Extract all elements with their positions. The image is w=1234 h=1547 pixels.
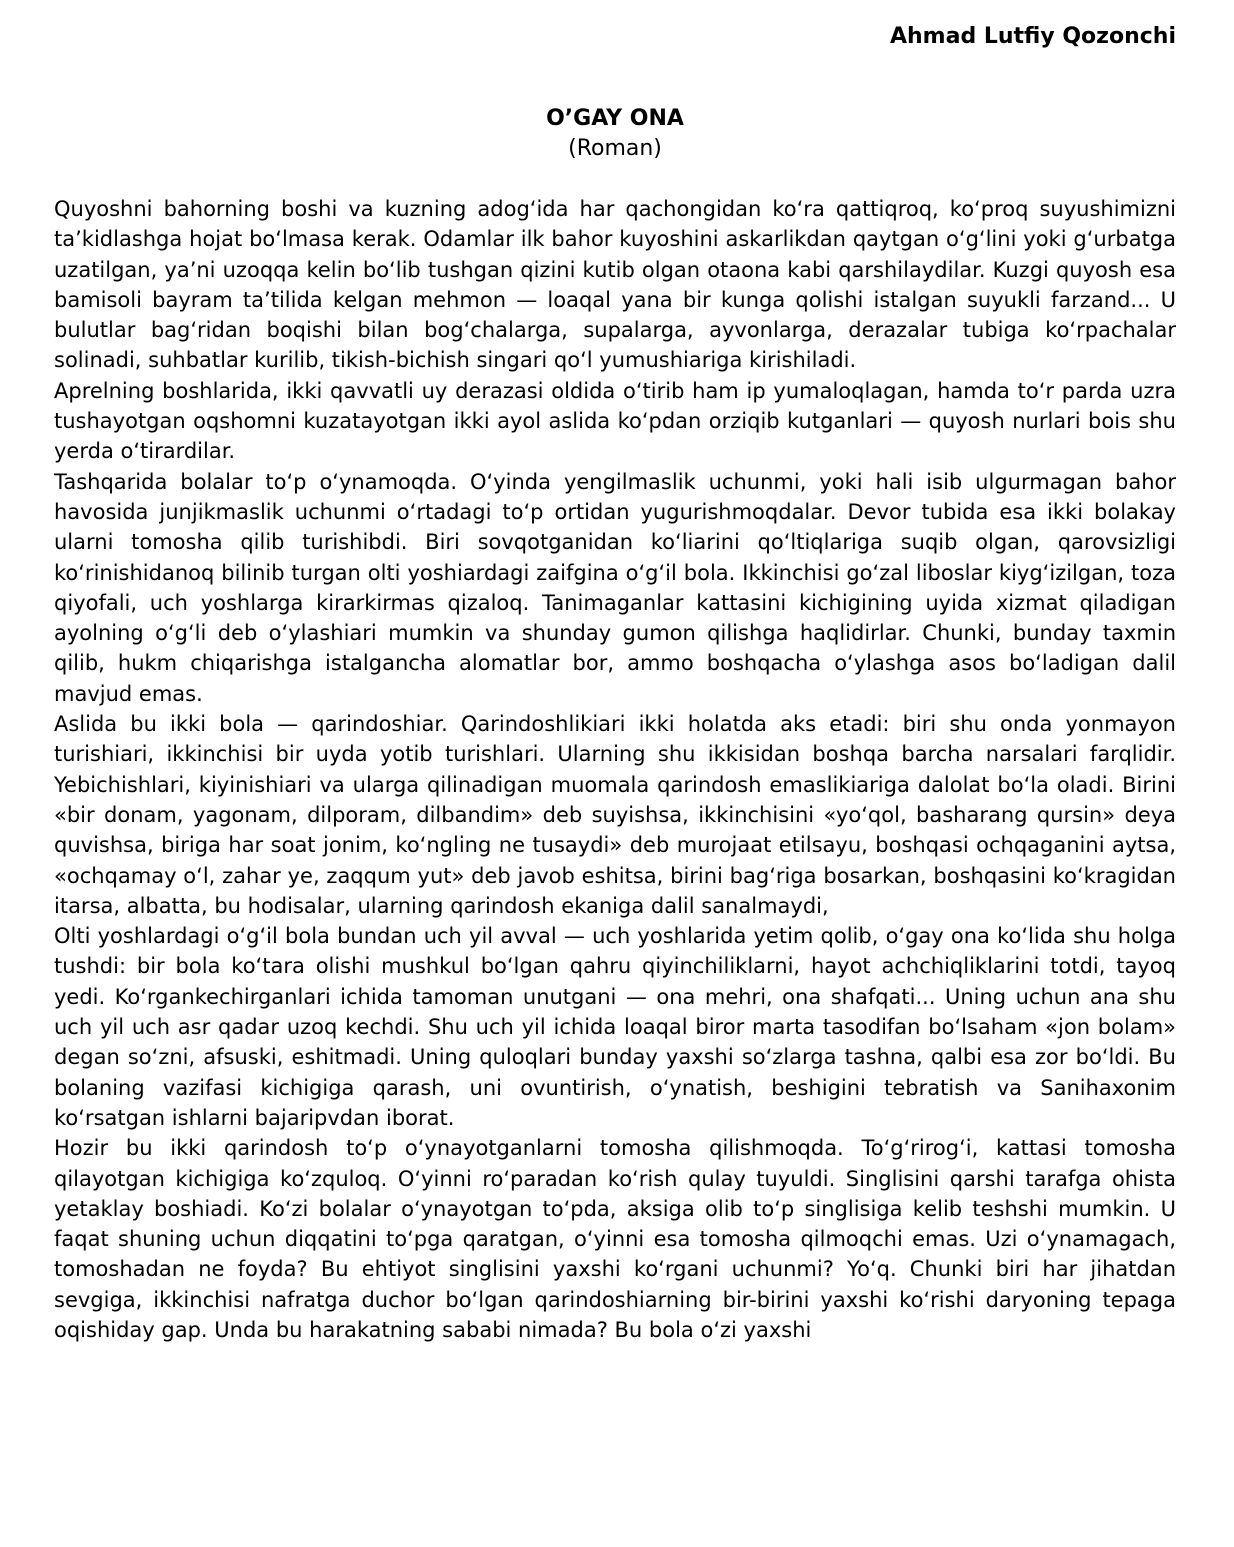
paragraph-5: Olti yoshlardagi o‘g‘il bola bundan uch yil avval — uch yoshlarida yetim qolib, o‘gay ona ko‘lida shu holga tushdi: bir bola ko‘tara olishi mushkul bo‘lgan qahru qiyinchiliklarni, hayot achchiqliklarini totdi, tayoq yedi. Ko‘rgankechirganlari ichida tamoman unutgani — ona mehri, ona shafqati... Uning uchun ana shu uch yil uch asr qadar uzoq kechdi. Shu uch yil ichida loaqal biror marta tasodifan bo‘lsaham «jon bolam» degan so‘zni, afsuski, eshitmadi. Uning quloqlari bunday yaxshi so‘zlarga tashna, qalbi esa zor bo‘ldi. Bu bolaning vazifasi kichigiga qarash, uni ovuntirish, o‘ynatish, beshigini tebratish va Sanihaxonim ko‘rsatgan ishlarni bajaripvdan iborat. [54, 924, 1176, 1130]
author-name: Ahmad Lutfiy Qozonchi [889, 24, 1176, 49]
paragraph-1: Quyoshni bahorning boshi va kuzning adog‘ida har qachongidan ko‘ra qattiqroq, ko‘proq suyushimizni ta’kidlashga hojat bo‘lmasa kerak. Odamlar ilk bahor kuyoshini askarlikdan qaytgan o‘g‘lini yoki g‘urbatga uzatilgan, ya’ni uzoqqa kelin bo‘lib tushgan qizini kutib olgan otaona kabi qarshilaydilar. Kuzgi quyosh esa bamisoli bayram ta’tilida kelgan mehmon — loaqal yana bir kunga qolishi istalgan suyukli farzand... U bulutlar bag‘ridan boqishi bilan bog‘chalarga, supalarga, ayvonlarga, derazalar tubiga ko‘rpachalar solinadi, suhbatlar kurilib, tikish-bichish singari qo‘l yumushiariga kirishiladi. [54, 197, 1176, 373]
paragraph-4: Aslida bu ikki bola — qarindoshiar. Qarindoshlikiari ikki holatda aks etadi: biri shu onda yonmayon turishiari, ikkinchisi bir uyda yotib turishlari. Ularning shu ikkisidan boshqa barcha narsalari farqlidir. Yebichishlari, kiyinishiari va ularga qilinadigan muomala qarindosh emaslikiariga dalolat bo‘la oladi. Birini «bir donam, yagonam, dilporam, dilbandim» deb suyishsa, ikkinchisini «yo‘qol, basharang qursin» deya quvishsa, biriga har soat jonim, ko‘ngling ne tusaydi» deb murojaat etilsayu, boshqasi ochqaganini aytsa, «ochqamay o‘l, zahar ye, zaqqum yut» deb javob eshitsa, birini bag‘riga bosarkan, boshqasini ko‘kragidan itarsa, albatta, bu hodisalar, ularning qarindosh ekaniga dalil sanalmaydi, [54, 712, 1176, 918]
document-subtitle: (Roman) [568, 136, 662, 161]
document-title: O’GAY ONA [546, 106, 684, 131]
document-body [54, 194, 1176, 1345]
paragraph-2: Aprelning boshlarida, ikki qavvatli uy derazasi oldida o‘tirib ham ip yumaloqlagan, hamda to‘r parda uzra tushayotgan oqshomni kuzatayotgan ikki ayol aslida ko‘pdan orziqib kutganlari — quyosh nurlari bois shu yerda o‘tirardilar. [54, 378, 1176, 464]
paragraph-6: Hozir bu ikki qarindosh to‘p o‘ynayotganlarni tomosha qilishmoqda. To‘g‘rirog‘i, kattasi tomosha qilayotgan kichigiga ko‘zquloq. O‘yinni ro‘paradan ko‘rish qulay tuyuldi. Singlisini qarshi tarafga ohista yetaklay boshiadi. Ko‘zi bolalar o‘ynayotgan to‘pda, aksiga olib to‘p singlisiga kelib teshshi mumkin. U faqat shuning uchun diqqatini to‘pga qaratgan, o‘yinni esa tomosha qilmoqchi emas. Uzi o‘ynamagach, tomoshadan ne foyda? Bu ehtiyot singlisini yaxshi ko‘rgani uchunmi? Yo‘q. Chunki biri har jihatdan sevgiga, ikkinchisi nafratga duchor bo‘lgan qarindoshiarning bir-birini yaxshi ko‘rishi daryoning tepaga oqishiday gap. Unda bu harakatning sababi nimada? Bu bola o‘zi yaxshi [54, 1136, 1176, 1342]
paragraph-3: Tashqarida bolalar to‘p o‘ynamoqda. O‘yinda yengilmaslik uchunmi, yoki hali isib ulgurmagan bahor havosida junjikmaslik uchunmi o‘rtadagi to‘p ortidan yugurishmoqdalar. Devor tubida esa ikki bolakay ularni tomosha qilib turishibdi. Biri sovqotganidan ko‘liarini qo‘ltiqlariga suqib olgan, qarovsizligi ko‘rinishidanoq bilinib turgan olti yoshiardagi zaifgina o‘g‘il bola. Ikkinchisi go‘zal liboslar kiyg‘izilgan, toza qiyofali, uch yoshlarga kirarkirmas qizaloq. Tanimaganlar kattasini kichigining uyida xizmat qiladigan ayolning o‘g‘li deb o‘ylashiari mumkin va shunday gumon qilishga haqlidirlar. Chunki, bunday taxmin qilib, hukm chiqarishga istalgancha alomatlar bor, ammo boshqacha o‘ylashga asos bo‘ladigan dalil mavjud emas. [54, 469, 1176, 706]
document-page [54, 22, 1176, 1345]
